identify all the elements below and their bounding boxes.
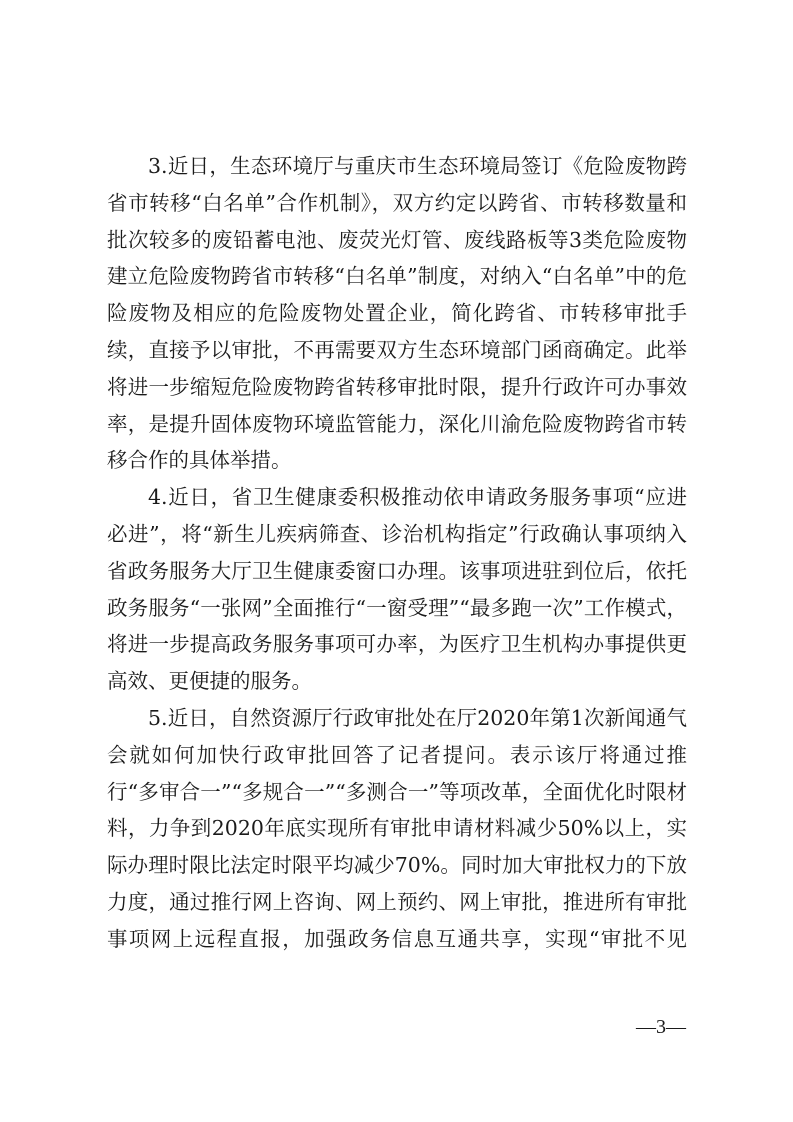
paragraph-4: 4.近日，省卫生健康委积极推动依申请政务服务事项“应进必进”，将“新生儿疾病筛查、诊治机构指定”行政确认事项纳入省政务服务大厅卫生健康委窗口办理。该事项进驻到位后，依托政务服务“一张网”全面推行“一窗受理”“最多跑一次”工作模式，将进一步提高政务服务事项可办率，为医疗卫生机构办事提供更高效、更便捷的服务。 <box>107 485 687 694</box>
page-number: —3— <box>636 1016 686 1038</box>
paragraph-3: 3.近日，生态环境厅与重庆市生态环境局签订《危险废物跨省市转移“白名单”合作机制》，双方约定以跨省、市转移数量和批次较多的废铅蓄电池、废荧光灯管、废线路板等3类危险废物建立危险废物跨省市转移“白名单”制度，对纳入“白名单”中的危险废物及相应的危险废物处置企业，简化跨省、市转移审批手续，直接予以审批，不再需要双方生态环境部门函商确定。此举将进一步缩短危险废物跨省转移审批时限，提升行政许可办事效率，是提升固体废物环境监管能力，深化川渝危险废物跨省市转移合作的具体举措。 <box>107 154 687 473</box>
document-body <box>107 148 687 958</box>
paragraph-5: 5.近日，自然资源厅行政审批处在厅2020年第1次新闻通气会就如何加快行政审批回答了记者提问。表示该厅将通过推行“多审合一”“多规合一”“多测合一”等项改革，全面优化时限材料，力争到2020年底实现所有审批申请材料减少50%以上，实际办理时限比法定时限平均减少70%。同时加大审批权力的下放力度，通过推行网上咨询、网上预约、网上审批，推进所有审批事项网上远程直报，加强政务信息互通共享，实现“审批不见 <box>107 705 687 951</box>
